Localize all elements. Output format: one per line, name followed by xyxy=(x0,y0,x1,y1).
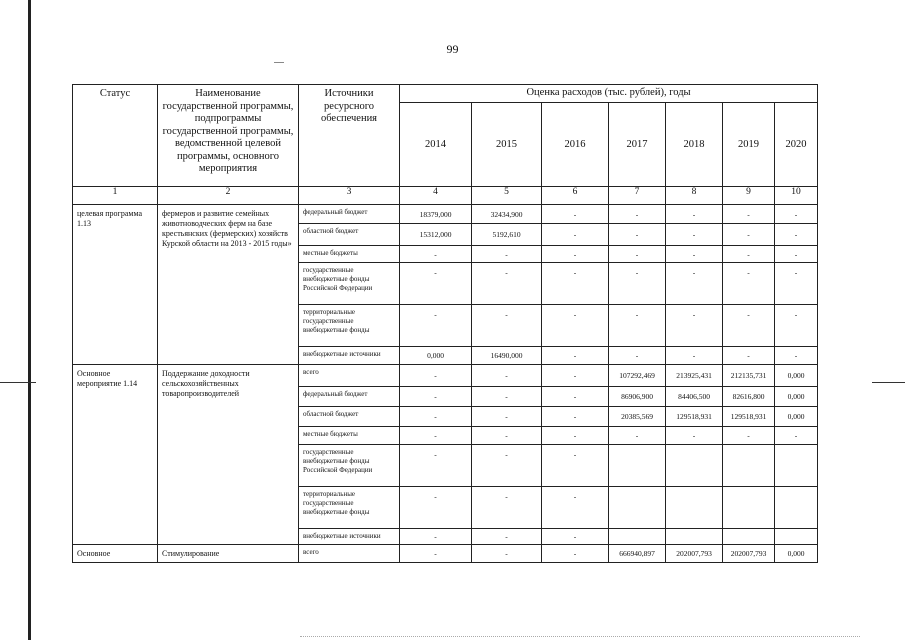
column-number: 4 xyxy=(400,187,472,205)
column-number: 7 xyxy=(609,187,666,205)
value-cell: - xyxy=(775,427,818,445)
value-cell: - xyxy=(723,263,775,305)
value-cell: - xyxy=(609,246,666,263)
value-cell: - xyxy=(542,205,609,224)
value-cell: 82616,800 xyxy=(723,387,775,407)
header-year: 2019 xyxy=(723,103,775,187)
header-status: Статус xyxy=(73,85,158,187)
value-cell: - xyxy=(542,427,609,445)
margin-mark xyxy=(872,382,905,383)
value-cell: - xyxy=(666,427,723,445)
value-cell xyxy=(666,445,723,487)
column-number-row xyxy=(73,187,818,205)
value-cell: - xyxy=(472,305,542,347)
value-cell: 212135,731 xyxy=(723,365,775,387)
header-year: 2020 xyxy=(775,103,818,187)
scan-mark xyxy=(274,62,284,63)
value-cell xyxy=(609,445,666,487)
value-cell: - xyxy=(542,445,609,487)
value-cell: 107292,469 xyxy=(609,365,666,387)
value-cell: - xyxy=(542,347,609,365)
value-cell: - xyxy=(472,545,542,563)
value-cell: 32434,900 xyxy=(472,205,542,224)
header-sources: Источники ресурсного обеспечения xyxy=(299,85,400,187)
value-cell: - xyxy=(400,263,472,305)
value-cell: - xyxy=(723,205,775,224)
scan-artifact xyxy=(300,636,860,639)
value-cell: 0,000 xyxy=(775,365,818,387)
value-cell: - xyxy=(400,529,472,545)
value-cell: - xyxy=(666,305,723,347)
value-cell: - xyxy=(666,347,723,365)
header-year: 2018 xyxy=(666,103,723,187)
value-cell: - xyxy=(666,205,723,224)
program-name-cell: Поддержание доходности сельскохозяйственных товаропроизводителей xyxy=(158,365,299,545)
column-number: 2 xyxy=(158,187,299,205)
value-cell: 84406,500 xyxy=(666,387,723,407)
value-cell: 18379,000 xyxy=(400,205,472,224)
table-row xyxy=(73,545,818,563)
value-cell: 20385,569 xyxy=(609,407,666,427)
value-cell: - xyxy=(400,387,472,407)
source-cell: внебюджетные источники xyxy=(299,529,400,545)
column-number: 5 xyxy=(472,187,542,205)
value-cell: 5192,610 xyxy=(472,224,542,246)
value-cell xyxy=(723,487,775,529)
value-cell: - xyxy=(775,347,818,365)
value-cell xyxy=(609,529,666,545)
status-cell: целевая программа 1.13 xyxy=(73,205,158,365)
budget-table xyxy=(72,84,818,563)
value-cell: 213925,431 xyxy=(666,365,723,387)
value-cell: - xyxy=(723,347,775,365)
value-cell: - xyxy=(723,305,775,347)
header-year: 2016 xyxy=(542,103,609,187)
value-cell xyxy=(775,445,818,487)
status-cell: Основное мероприятие 1.14 xyxy=(73,365,158,545)
value-cell xyxy=(723,445,775,487)
value-cell: - xyxy=(609,263,666,305)
value-cell: - xyxy=(666,224,723,246)
value-cell: - xyxy=(542,305,609,347)
value-cell: - xyxy=(609,305,666,347)
header-estimate: Оценка расходов (тыс. рублей), годы xyxy=(400,85,818,103)
value-cell: - xyxy=(400,427,472,445)
value-cell: - xyxy=(775,246,818,263)
header-year: 2017 xyxy=(609,103,666,187)
value-cell: 0,000 xyxy=(775,387,818,407)
source-cell: местные бюджеты xyxy=(299,427,400,445)
value-cell: - xyxy=(542,224,609,246)
source-cell: территориальные государственные внебюджетные фонды xyxy=(299,305,400,347)
value-cell xyxy=(775,487,818,529)
value-cell: 0,000 xyxy=(775,545,818,563)
column-number: 6 xyxy=(542,187,609,205)
value-cell: - xyxy=(775,263,818,305)
value-cell: - xyxy=(775,305,818,347)
value-cell: - xyxy=(472,529,542,545)
source-cell: федеральный бюджет xyxy=(299,387,400,407)
column-number: 10 xyxy=(775,187,818,205)
program-name-cell: фермеров и развитие семейных животноводческих ферм на базе крестьянских (фермерских) хозяйств Курской области на 2013 - 2015 годы» xyxy=(158,205,299,365)
value-cell: - xyxy=(542,263,609,305)
value-cell: - xyxy=(723,246,775,263)
value-cell: 129518,931 xyxy=(723,407,775,427)
value-cell xyxy=(666,487,723,529)
value-cell: 129518,931 xyxy=(666,407,723,427)
program-name-cell: Стимулирование xyxy=(158,545,299,563)
value-cell: - xyxy=(542,545,609,563)
value-cell: 666940,897 xyxy=(609,545,666,563)
value-cell: - xyxy=(400,365,472,387)
value-cell: - xyxy=(542,529,609,545)
value-cell: - xyxy=(472,263,542,305)
value-cell xyxy=(775,529,818,545)
page-number: 99 xyxy=(446,42,459,56)
source-cell: территориальные государственные внебюджетные фонды xyxy=(299,487,400,529)
margin-mark xyxy=(0,382,36,383)
value-cell: - xyxy=(400,407,472,427)
value-cell: - xyxy=(400,487,472,529)
value-cell: 86906,900 xyxy=(609,387,666,407)
source-cell: всего xyxy=(299,545,400,563)
value-cell: - xyxy=(609,224,666,246)
binding-line xyxy=(28,0,31,640)
source-cell: внебюджетные источники xyxy=(299,347,400,365)
column-number: 3 xyxy=(299,187,400,205)
value-cell: 15312,000 xyxy=(400,224,472,246)
value-cell: - xyxy=(542,365,609,387)
value-cell: - xyxy=(542,246,609,263)
value-cell xyxy=(723,529,775,545)
source-cell: местные бюджеты xyxy=(299,246,400,263)
value-cell: - xyxy=(723,427,775,445)
value-cell: - xyxy=(542,387,609,407)
value-cell: - xyxy=(723,224,775,246)
value-cell: 0,000 xyxy=(400,347,472,365)
value-cell: 16490,000 xyxy=(472,347,542,365)
value-cell: 0,000 xyxy=(775,407,818,427)
value-cell: - xyxy=(400,305,472,347)
column-number: 8 xyxy=(666,187,723,205)
source-cell: областной бюджет xyxy=(299,407,400,427)
value-cell xyxy=(609,487,666,529)
value-cell: 202007,793 xyxy=(666,545,723,563)
table-row xyxy=(73,205,818,224)
value-cell: - xyxy=(400,545,472,563)
value-cell: - xyxy=(609,427,666,445)
header-year: 2014 xyxy=(400,103,472,187)
value-cell: 202007,793 xyxy=(723,545,775,563)
source-cell: областной бюджет xyxy=(299,224,400,246)
value-cell: - xyxy=(472,365,542,387)
value-cell: - xyxy=(666,263,723,305)
header-name: Наименование государственной программы, подпрограммы государственной программы, ведомственной целевой программы, основного мероприятия xyxy=(158,85,299,187)
value-cell: - xyxy=(472,387,542,407)
value-cell: - xyxy=(775,205,818,224)
value-cell: - xyxy=(472,445,542,487)
table-body xyxy=(73,205,818,563)
source-cell: федеральный бюджет xyxy=(299,205,400,224)
value-cell: - xyxy=(609,347,666,365)
header-year: 2015 xyxy=(472,103,542,187)
value-cell: - xyxy=(775,224,818,246)
value-cell: - xyxy=(666,246,723,263)
table-row xyxy=(73,365,818,387)
value-cell: - xyxy=(472,407,542,427)
value-cell xyxy=(666,529,723,545)
value-cell: - xyxy=(542,407,609,427)
value-cell: - xyxy=(472,246,542,263)
column-number: 9 xyxy=(723,187,775,205)
value-cell: - xyxy=(472,487,542,529)
source-cell: всего xyxy=(299,365,400,387)
value-cell: - xyxy=(542,487,609,529)
source-cell: государственные внебюджетные фонды Российской Федерации xyxy=(299,445,400,487)
value-cell: - xyxy=(609,205,666,224)
source-cell: государственные внебюджетные фонды Российской Федерации xyxy=(299,263,400,305)
value-cell: - xyxy=(400,445,472,487)
column-number: 1 xyxy=(73,187,158,205)
value-cell: - xyxy=(400,246,472,263)
value-cell: - xyxy=(472,427,542,445)
status-cell: Основное xyxy=(73,545,158,563)
